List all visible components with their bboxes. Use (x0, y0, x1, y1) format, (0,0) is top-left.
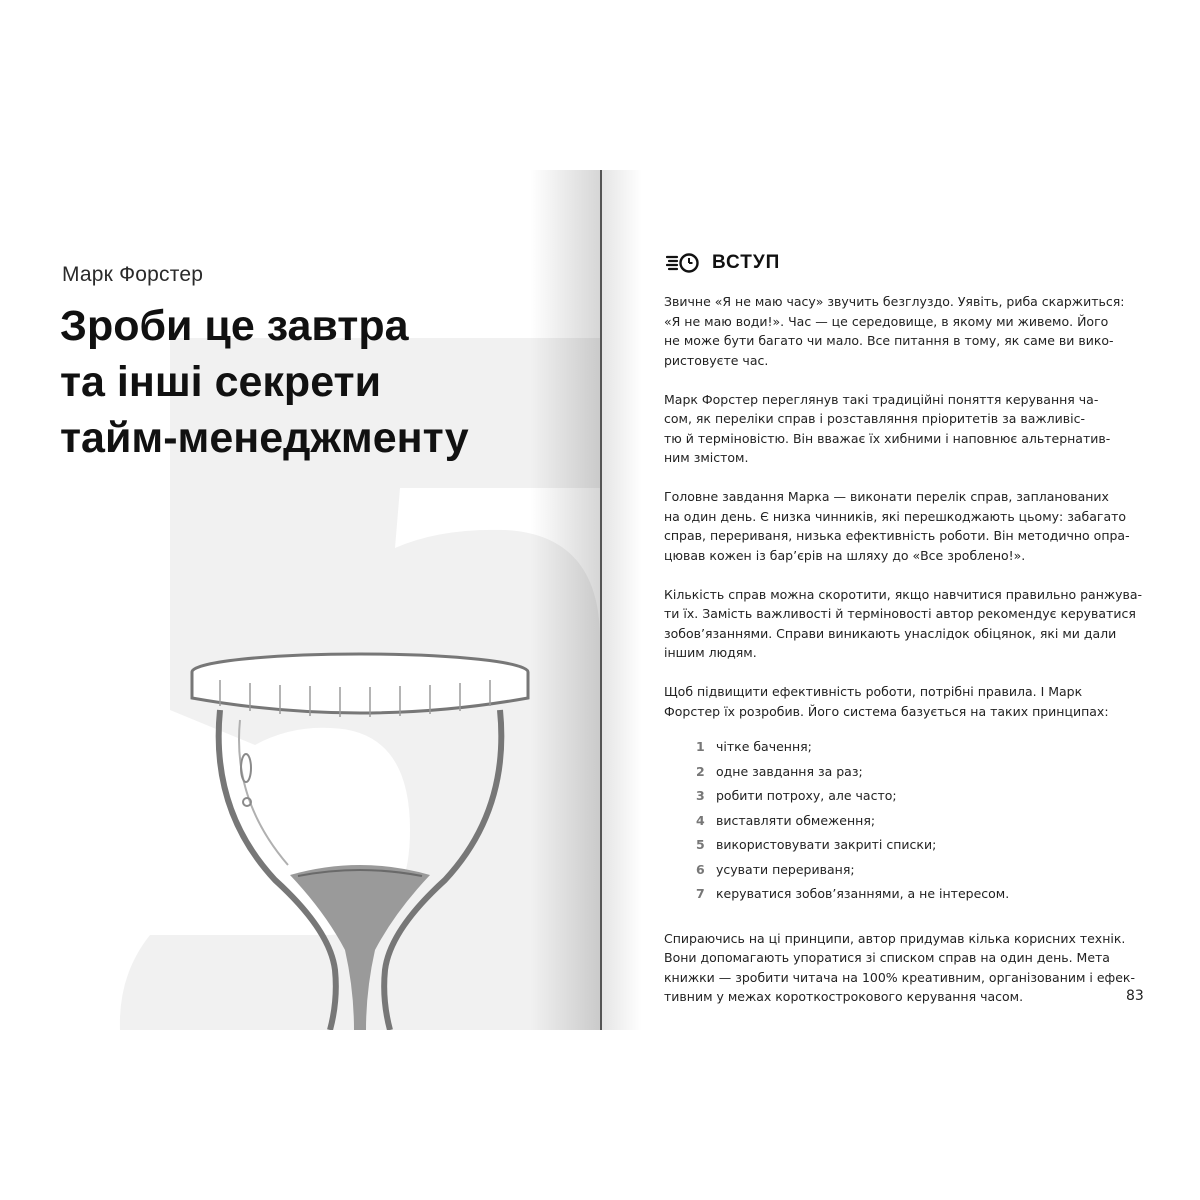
list-text: усувати перериваня; (716, 861, 855, 877)
text-line: Звичне «Я не маю часу» звучить безглуздо. Уявіть, риба скаржиться: (664, 294, 1125, 309)
paragraph (664, 487, 1144, 565)
list-number: 7 (696, 886, 705, 901)
book-title (60, 298, 469, 466)
list-item (664, 833, 1144, 858)
list-number: 1 (696, 739, 705, 754)
list-number: 6 (696, 861, 705, 877)
hourglass-icon (180, 650, 540, 1030)
text-line: іншим людям. (664, 645, 757, 660)
text-line: тю й терміновістю. Він вважає їх хибними і наповнює альтернатив- (664, 430, 1111, 446)
list-text: керуватися зобов’язаннями, а не інтересом. (716, 886, 1010, 901)
principles-list (664, 735, 1144, 907)
text-line: цював кожен із бар’єрів на шляху до «Все зроблено!». (664, 547, 1026, 563)
list-item (664, 735, 1144, 760)
list-item (664, 760, 1144, 785)
right-page (600, 170, 1200, 1030)
list-item (664, 784, 1144, 809)
paragraph (664, 292, 1144, 370)
text-line: Щоб підвищити ефективність роботи, потрібні правила. І Марк (664, 684, 1083, 699)
title-line: тайм-менеджменту (60, 414, 469, 462)
list-item (664, 858, 1144, 883)
paragraph (664, 585, 1144, 663)
stopwatch-speed-icon (666, 252, 700, 274)
paragraph (664, 929, 1144, 1007)
text-line: ти їх. Замість важливості й терміновості автор рекомендує керуватися (664, 606, 1136, 621)
left-page (0, 170, 600, 1030)
text-line: «Я не маю води!». Час — це середовище, в якому ми живемо. Його (664, 313, 1109, 329)
text-line: ристовуєте час. (664, 352, 769, 368)
paragraph (664, 390, 1144, 468)
text-line: зобов’язаннями. Справи виникають унаслідок обіцянок, які ми дали (664, 625, 1117, 641)
section-title: ВСТУП (712, 252, 781, 273)
gutter-shadow (530, 170, 600, 1030)
list-number: 2 (696, 763, 705, 779)
body-text (664, 292, 1144, 1026)
list-text: виставляти обмеження; (716, 812, 876, 828)
list-item (664, 809, 1144, 834)
list-text: робити потроху, але часто; (716, 788, 897, 803)
list-number: 5 (696, 837, 705, 852)
list-number: 4 (696, 812, 705, 828)
text-line: ним змістом. (664, 450, 749, 465)
text-line: Спираючись на ці принципи, автор придумав кілька корисних технік. (664, 930, 1126, 946)
text-line: Вони допомагають упоратися зі списком справ на один день. Мета (664, 950, 1110, 965)
text-line: Головне завдання Марка — виконати перелік справ, запланованих (664, 489, 1109, 504)
page-number: 83 (1126, 988, 1144, 1004)
text-line: тивним у межах короткострокового керування часом. (664, 989, 1024, 1004)
list-item (664, 882, 1144, 907)
section-heading (666, 252, 780, 274)
text-line: книжки — зробити читача на 100% креативним, організованим і ефек- (664, 969, 1135, 985)
gutter-shadow (602, 170, 642, 1030)
list-text: одне завдання за раз; (716, 763, 863, 779)
title-line: Зроби це завтра (60, 302, 409, 350)
text-line: Кількість справ можна скоротити, якщо навчитися правильно ранжува- (664, 586, 1143, 602)
text-line: Марк Форстер переглянув такі традиційні поняття керування ча- (664, 391, 1099, 407)
text-line: сом, як переліки справ і розставляння пріоритетів за важливіс- (664, 411, 1085, 426)
text-line: Форстер їх розробив. Його система базується на таких принципах: (664, 703, 1109, 719)
text-line: справ, перериваня, низька ефективність роботи. Він методично опра- (664, 528, 1130, 543)
list-text: використовувати закриті списки; (716, 837, 937, 852)
list-number: 3 (696, 788, 705, 803)
text-line: на один день. Є низка чинників, які перешкоджають цьому: забагато (664, 508, 1127, 524)
title-line: та інші секрети (60, 358, 382, 406)
book-author: Марк Форстер (62, 263, 204, 286)
list-text: чітке бачення; (716, 739, 812, 754)
paragraph (664, 682, 1144, 721)
text-line: не може бути багато чи мало. Все питання в тому, як саме ви вико- (664, 333, 1114, 348)
